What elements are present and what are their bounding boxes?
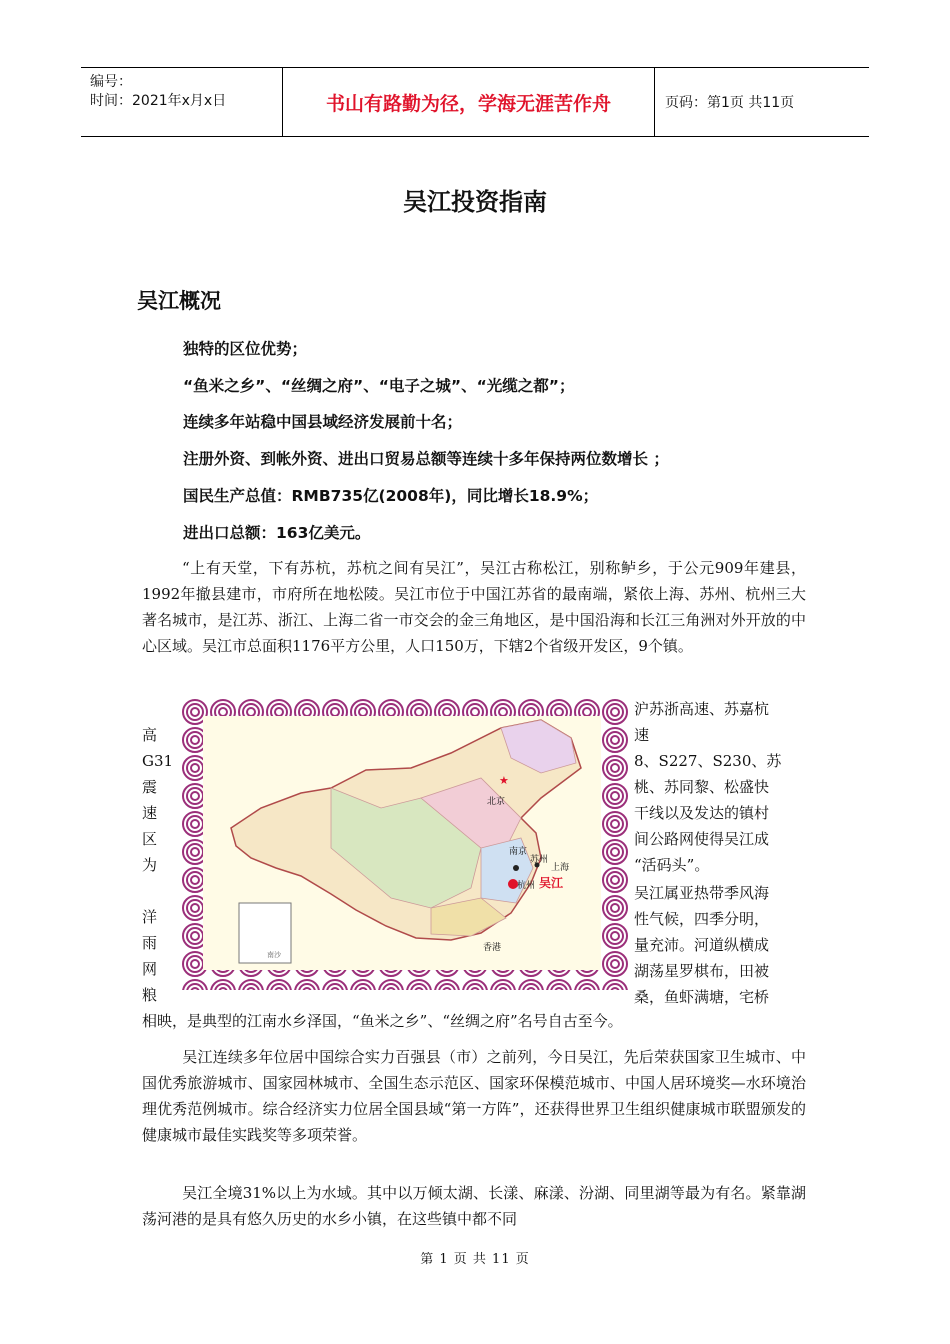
page-footer: 第 1 页 共 11 页 bbox=[420, 1252, 530, 1267]
highlight-item: 连续多年站稳中国县域经济发展前十名； bbox=[183, 413, 463, 431]
wrap-left-char: 洋 bbox=[142, 908, 158, 926]
wrap-right-line: 吴江属亚热带季风海 bbox=[634, 884, 770, 902]
wrap-left-char: 区 bbox=[142, 830, 158, 848]
honors-paragraph bbox=[142, 1044, 806, 1148]
map-label-nanjing: 南京 bbox=[509, 847, 528, 857]
wrap-right-line: 速 bbox=[634, 726, 650, 744]
wrap-right-line: 量充沛。河道纵横成 bbox=[634, 936, 770, 954]
map-label-hangzhou: 杭州 bbox=[517, 881, 536, 891]
section-title: 吴江概况 bbox=[137, 289, 221, 313]
wrap-left-char: 粮 bbox=[142, 986, 158, 1004]
wrap-right-line: 8、S227、S230、苏 bbox=[634, 752, 782, 770]
highlight-item: 国民生产总值：RMB735亿(2008年)，同比增长18.9%； bbox=[183, 487, 599, 505]
wrap-left-char: 高 bbox=[142, 726, 158, 744]
header-motto: 书山有路勤为径，学海无涯苦作舟 bbox=[283, 68, 655, 136]
map-label-shanghai: 上海 bbox=[551, 863, 570, 873]
wrap-right-line: 桑，鱼虾满塘，宅桥 bbox=[634, 988, 770, 1006]
water-paragraph bbox=[142, 1180, 806, 1232]
intro-paragraph-text: “上有天堂，下有苏杭，苏杭之间有吴江”，吴江古称松江，别称鲈乡，于公元909年建县，1992年撤县建市，市府所在地松陵。吴江市位于中国江苏省的最南端，紧依上海、苏州、杭州三大著名城市，是江苏、浙江、上海二省一市交会的金三角地区，是中国沿海和长江三角洲对外开放的中心区域。吴江市总面积1176平方公里，人口150万，下辖2个省级开发区，9个镇。 bbox=[142, 559, 806, 655]
document-title: 吴江投资指南 bbox=[403, 188, 547, 216]
water-paragraph-text: 吴江全境31%以上为水域。其中以万倾太湖、长漾、麻漾、汾湖、同里湖等最为有名。紧靠湖荡河港的是具有悠久历史的水乡小镇，在这些镇中都不同 bbox=[142, 1184, 806, 1228]
wrap-right-line: “活码头”。 bbox=[634, 856, 710, 874]
wrap-right-line: 干线以及发达的镇村 bbox=[634, 804, 770, 822]
wrap-left-char: 震 bbox=[142, 778, 158, 796]
intro-paragraph bbox=[142, 555, 806, 659]
wrap-right-line: 间公路网使得吴江成 bbox=[634, 830, 770, 848]
number-label: 编号： bbox=[90, 74, 132, 90]
wrap-left-char: 为 bbox=[142, 856, 158, 874]
map-label-nansha: 南沙 bbox=[267, 951, 281, 959]
wrap-right-line: 性气候，四季分明， bbox=[634, 910, 770, 928]
wrap-right-line: 湖荡星罗棋布，田被 bbox=[634, 962, 770, 980]
wrap-left-char: 速 bbox=[142, 804, 158, 822]
honors-paragraph-text: 吴江连续多年位居中国综合实力百强县（市）之前列，今日吴江，先后荣获国家卫生城市、中国优秀旅游城市、国家园林城市、全国生态示范区、国家环保模范城市、中国人居环境奖—水环境治理优秀范例城市。综合经济实力位居全国县域“第一方阵”，还获得世界卫生组织健康城市联盟颁发的健康城市最佳实践奖等多项荣誉。 bbox=[142, 1048, 806, 1144]
china-map-image bbox=[181, 698, 629, 990]
wrap-left-char: G31 bbox=[142, 752, 174, 770]
header-meta-cell bbox=[81, 68, 283, 136]
wrap-left-char: 雨 bbox=[142, 934, 158, 952]
highlight-item: “鱼米之乡”、“丝绸之府”、“电子之城”、“光缆之都”； bbox=[183, 377, 575, 395]
wrap-right-line: 沪苏浙高速、苏嘉杭 bbox=[634, 700, 770, 718]
wrap-left-char: 网 bbox=[142, 960, 158, 978]
svg-text:★: ★ bbox=[499, 774, 509, 787]
map-label-beijing: 北京 bbox=[487, 797, 506, 807]
highlight-item: 独特的区位优势； bbox=[183, 340, 308, 358]
highlight-item: 进出口总额：163亿美元。 bbox=[183, 524, 371, 542]
highlight-item: 注册外资、到帐外资、进出口贸易总额等连续十多年保持两位数增长 ； bbox=[183, 450, 669, 468]
map-label-suzhou: 苏州 bbox=[530, 855, 549, 865]
header-page-info: 页码：第1页 共11页 bbox=[665, 95, 795, 111]
map-label-wujiang: 吴江 bbox=[539, 876, 564, 890]
header-table bbox=[81, 67, 869, 137]
map-label-hongkong: 香港 bbox=[483, 943, 502, 953]
climate-paragraph-tail: 相映，是典型的江南水乡泽国，“鱼米之乡”、“丝绸之府”名号自古至今。 bbox=[142, 1012, 623, 1030]
wrap-right-line: 桃、苏同黎、松盛快 bbox=[634, 778, 770, 796]
time-label: 时间：2021年x月x日 bbox=[90, 93, 227, 109]
